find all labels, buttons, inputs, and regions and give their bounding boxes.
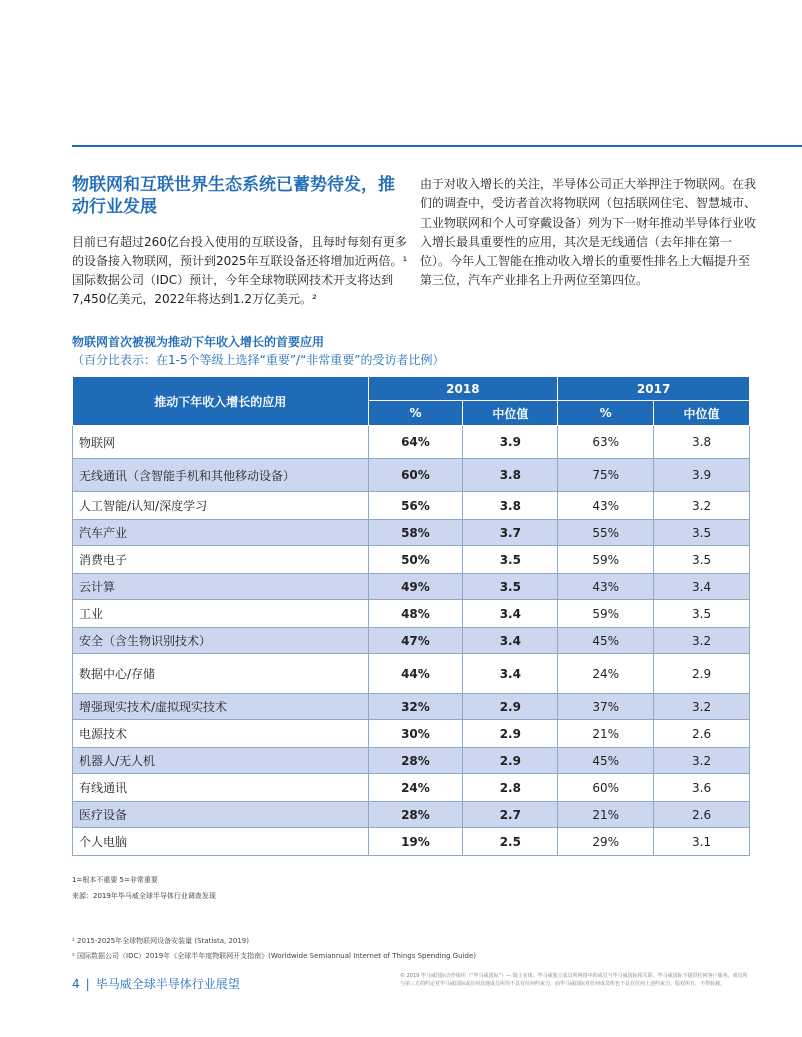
header-year-2017: 2017 [558, 377, 750, 401]
table-row [73, 574, 750, 600]
table-row [73, 628, 750, 654]
row-median-2017: 3.1 [654, 828, 750, 856]
row-app: 汽车产业 [73, 520, 369, 546]
row-app: 物联网 [73, 426, 369, 459]
scale-note: 1=根本不重要 5=非常重要 [72, 876, 158, 884]
row-app: 有线通讯 [73, 774, 369, 802]
table-row [73, 600, 750, 628]
footer-separator: | [85, 977, 90, 991]
row-median-2018: 3.8 [463, 492, 558, 520]
row-pct-2017: 37% [558, 694, 654, 720]
header-pct-2018: % [368, 401, 463, 426]
header-application: 推动下年收入增长的应用 [73, 377, 369, 426]
row-app: 云计算 [73, 574, 369, 600]
row-pct-2018: 28% [368, 748, 463, 774]
row-pct-2017: 75% [558, 459, 654, 492]
row-median-2018: 3.8 [463, 459, 558, 492]
row-pct-2017: 21% [558, 720, 654, 748]
row-pct-2018: 58% [368, 520, 463, 546]
row-pct-2018: 32% [368, 694, 463, 720]
row-app: 医疗设备 [73, 802, 369, 828]
applications-table [72, 376, 750, 856]
row-median-2017: 3.9 [654, 459, 750, 492]
table-row [73, 492, 750, 520]
row-median-2018: 3.4 [463, 628, 558, 654]
table-row [73, 694, 750, 720]
row-pct-2018: 48% [368, 600, 463, 628]
row-median-2018: 3.9 [463, 426, 558, 459]
row-app: 安全（含生物识别技术） [73, 628, 369, 654]
row-median-2018: 2.7 [463, 802, 558, 828]
row-pct-2017: 45% [558, 748, 654, 774]
row-pct-2018: 50% [368, 546, 463, 574]
table-row [73, 774, 750, 802]
row-median-2017: 3.4 [654, 574, 750, 600]
row-app: 消费电子 [73, 546, 369, 574]
row-median-2018: 2.9 [463, 720, 558, 748]
row-median-2018: 2.8 [463, 774, 558, 802]
row-app: 机器人/无人机 [73, 748, 369, 774]
footnote-1: ¹ 2015-2025年全球物联网设备安装量 (Statista, 2019) [72, 937, 249, 945]
table-row [73, 520, 750, 546]
table-subtitle: （百分比表示：在1-5个等级上选择“重要”/“非常重要”的受访者比例） [72, 353, 445, 367]
row-pct-2018: 28% [368, 802, 463, 828]
row-median-2018: 3.5 [463, 546, 558, 574]
report-title: 毕马威全球半导体行业展望 [95, 977, 240, 991]
row-median-2017: 2.9 [654, 654, 750, 694]
row-median-2017: 3.8 [654, 426, 750, 459]
row-median-2017: 2.6 [654, 802, 750, 828]
table-row [73, 546, 750, 574]
intro-paragraph: 目前已有超过260亿台投入使用的互联设备，且每时每刻有更多的设备接入物联网，预计到2025年互联设备还将增加近两倍。¹国际数据公司（IDC）预计，今年全球物联网技术开支将达到7,450亿美元，2022年将达到1.2万亿美元。² [72, 235, 408, 306]
table-row [73, 459, 750, 492]
row-app: 数据中心/存储 [73, 654, 369, 694]
row-median-2018: 3.4 [463, 600, 558, 628]
row-pct-2017: 59% [558, 600, 654, 628]
header-median-2017: 中位值 [654, 401, 750, 426]
source-note: 来源：2019年毕马威全球半导体行业调查发现 [72, 892, 216, 900]
row-app: 电源技术 [73, 720, 369, 748]
table-row [73, 828, 750, 856]
header-year-2018: 2018 [368, 377, 558, 401]
row-median-2018: 2.9 [463, 748, 558, 774]
row-pct-2018: 60% [368, 459, 463, 492]
row-median-2018: 2.5 [463, 828, 558, 856]
row-pct-2017: 21% [558, 802, 654, 828]
row-pct-2018: 30% [368, 720, 463, 748]
row-pct-2017: 43% [558, 492, 654, 520]
header-median-2018: 中位值 [463, 401, 558, 426]
row-pct-2017: 45% [558, 628, 654, 654]
row-pct-2018: 47% [368, 628, 463, 654]
row-pct-2017: 63% [558, 426, 654, 459]
table-row [73, 426, 750, 459]
row-median-2018: 3.5 [463, 574, 558, 600]
row-pct-2018: 24% [368, 774, 463, 802]
page-footer [72, 975, 240, 992]
row-median-2017: 3.2 [654, 694, 750, 720]
row-pct-2017: 29% [558, 828, 654, 856]
section-heading: 物联网和互联世界生态系统已蓄势待发，推动行业发展 [72, 175, 395, 217]
legal-notice: © 2019 毕马威国际合作组织（“毕马威国际”）— 瑞士实体。毕马威独立成员所网络中的成员与毕马威国际相关联。毕马威国际不提供任何客户服务。成员所与第三方的约定对毕马威国际或任何其他成员所均不具有任何约束力，而毕马威国际对任何成员所也不具有任何上述约束力。版权所有，不得转载。 [400, 973, 748, 987]
row-median-2018: 2.9 [463, 694, 558, 720]
row-pct-2018: 64% [368, 426, 463, 459]
row-median-2017: 2.6 [654, 720, 750, 748]
row-median-2017: 3.5 [654, 600, 750, 628]
row-median-2017: 3.2 [654, 748, 750, 774]
table-row [73, 720, 750, 748]
row-median-2017: 3.5 [654, 520, 750, 546]
analysis-paragraph: 由于对收入增长的关注，半导体公司正大举押注于物联网。在我们的调查中，受访者首次将物联网（包括联网住宅、智慧城市、工业物联网和个人可穿戴设备）列为下一财年推动半导体行业收入增长最具重要性的应用，其次是无线通信（去年排在第一位）。今年人工智能在推动收入增长的重要性排名上大幅提升至第三位，汽车产业排名上升两位至第四位。 [420, 177, 757, 288]
table-row [73, 748, 750, 774]
row-pct-2018: 49% [368, 574, 463, 600]
row-median-2017: 3.2 [654, 628, 750, 654]
row-pct-2017: 59% [558, 546, 654, 574]
row-pct-2018: 44% [368, 654, 463, 694]
row-median-2017: 3.6 [654, 774, 750, 802]
row-pct-2017: 55% [558, 520, 654, 546]
row-median-2018: 3.7 [463, 520, 558, 546]
row-pct-2017: 43% [558, 574, 654, 600]
header-pct-2017: % [558, 401, 654, 426]
row-app: 工业 [73, 600, 369, 628]
row-app: 无线通讯（含智能手机和其他移动设备） [73, 459, 369, 492]
row-app: 增强现实技术/虚拟现实技术 [73, 694, 369, 720]
table-row [73, 654, 750, 694]
top-divider [72, 145, 802, 147]
row-median-2018: 3.4 [463, 654, 558, 694]
footnote-2: ² 国际数据公司（IDC）2019年《全球半年度物联网开支指南》(Worldwide Semiannual Internet of Things Spending Guide) [72, 952, 477, 960]
row-median-2017: 3.2 [654, 492, 750, 520]
row-pct-2018: 19% [368, 828, 463, 856]
table-title: 物联网首次被视为推动下年收入增长的首要应用 [72, 335, 325, 349]
row-pct-2018: 56% [368, 492, 463, 520]
row-app: 个人电脑 [73, 828, 369, 856]
table-row [73, 802, 750, 828]
row-pct-2017: 60% [558, 774, 654, 802]
page-number: 4 [72, 977, 80, 991]
row-median-2017: 3.5 [654, 546, 750, 574]
row-app: 人工智能/认知/深度学习 [73, 492, 369, 520]
row-pct-2017: 24% [558, 654, 654, 694]
